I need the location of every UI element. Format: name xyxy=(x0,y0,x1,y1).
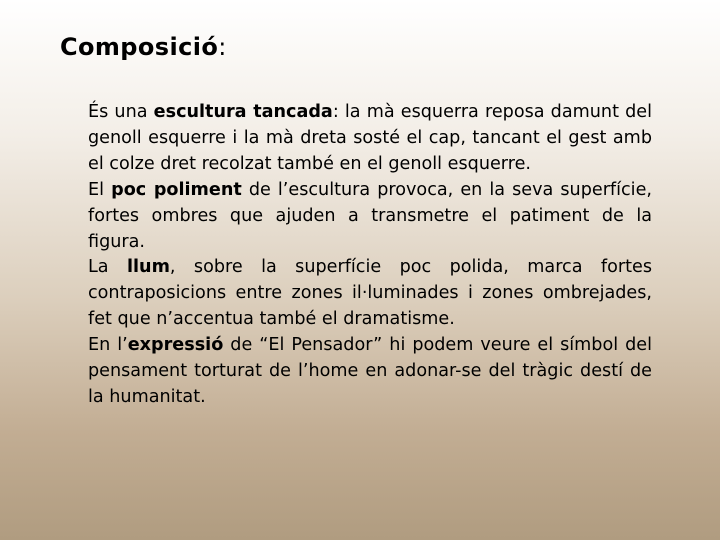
bold-term-light: llum xyxy=(127,257,170,278)
paragraph-text: El xyxy=(88,179,112,200)
bold-term-expression: expressió xyxy=(127,335,224,356)
paragraph-composition xyxy=(88,100,652,178)
slide-title-colon: : xyxy=(218,33,227,61)
paragraph-polish xyxy=(88,178,652,256)
paragraph-light xyxy=(88,255,652,333)
paragraph-text: : la mà esquerra reposa damunt del genoll esquerre i la mà dreta sosté el cap, tancant el gest amb el colze dret recolzat també en el genoll esquerre. xyxy=(88,102,652,174)
bold-term-closed-sculpture: escultura tancada xyxy=(153,102,333,122)
paragraph-text: És una xyxy=(88,102,154,122)
paragraph-text: En l’ xyxy=(88,335,128,356)
paragraph-text: La xyxy=(88,257,127,278)
paragraph-text: , sobre la superfície poc polida, marca fortes contraposicions entre zones il·luminades i zones ombrejades, fet que n’accentua també el dramatisme. xyxy=(88,257,652,330)
paragraph-text: de “El Pensador” hi podem veure el símbol del pensament torturat de l’home en adonar-se del tràgic destí de la humanitat. xyxy=(88,335,653,407)
slide-title xyxy=(60,33,227,61)
paragraph-expression xyxy=(88,333,652,411)
paragraph-text: de l’escultura provoca, en la seva superfície, fortes ombres que ajuden a transmetre el patiment de la figura. xyxy=(88,179,652,252)
bold-term-low-polish: poc poliment xyxy=(111,179,242,200)
slide-body xyxy=(88,100,652,411)
slide-title-text: Composició xyxy=(60,33,219,61)
